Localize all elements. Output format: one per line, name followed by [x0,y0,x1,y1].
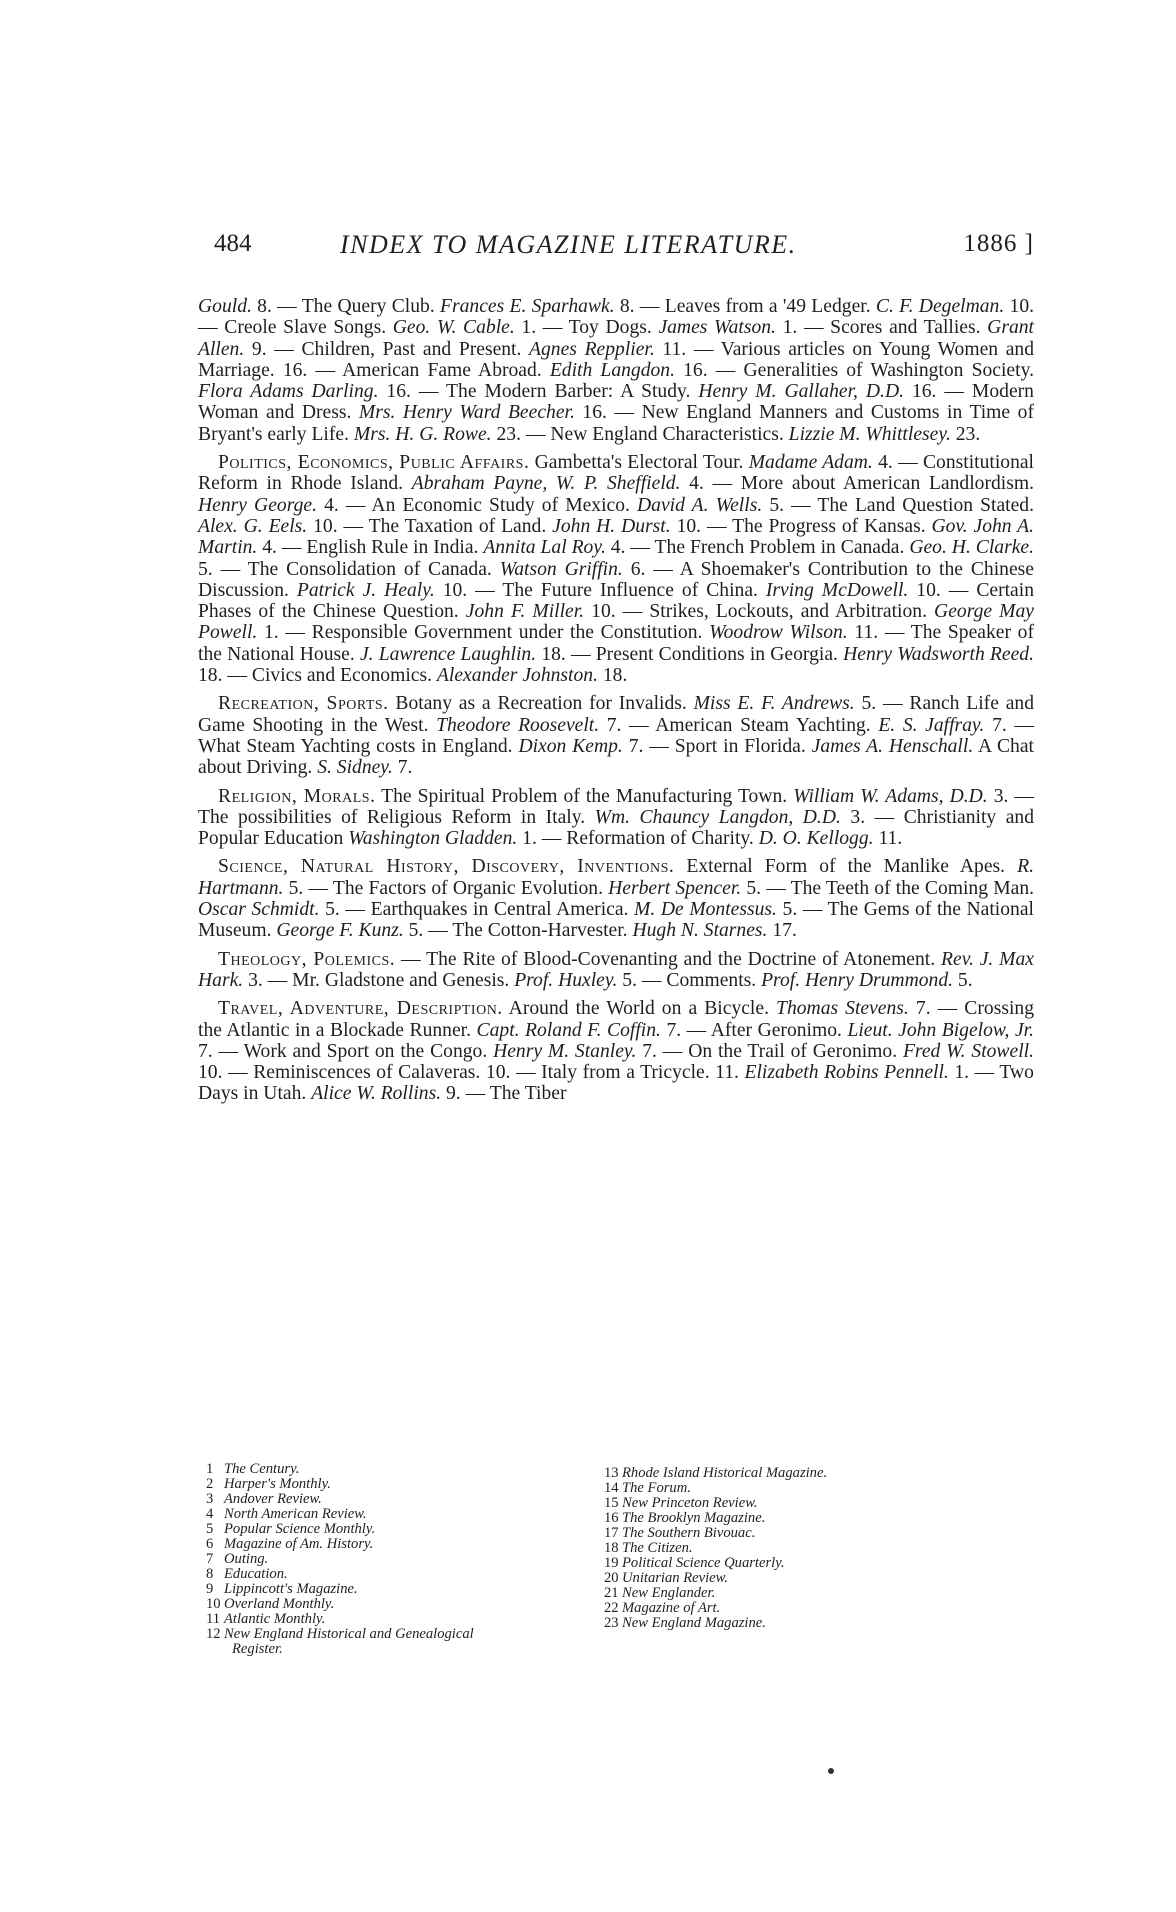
author-name: S. Sidney. [317,757,393,779]
magazine-key-entry [604,1496,966,1511]
magazine-key-number: 12 [206,1626,221,1642]
magazine-key-entry [206,1462,606,1477]
entry-text: 1. — Scores and Tallies. [775,317,988,339]
entry-text: 5. — The Gems of the National Museum. [198,899,1034,942]
author-name: Mrs. Henry Ward Beecher. [358,402,575,424]
magazine-key-number: 4 [206,1506,214,1522]
author-name: Irving McDowell. [765,579,909,601]
magazine-key-name: Rhode Island Historical Magazine. [622,1465,828,1481]
magazine-key-name: Outing. [224,1551,269,1567]
entry-text: 7. — After Geronimo. [660,1019,848,1041]
magazine-key-number: 2 [206,1476,214,1492]
entry-text: 8. — The Query Club. [251,296,441,317]
section-heading: Theology, Polemics. [218,948,396,970]
entry-text: 10. — The Future Influence of China. [434,579,766,601]
author-name: Wm. Chauncy Langdon, D.D. [594,806,841,828]
author-name: Agnes Repplier. [529,338,655,360]
entry-text: 23. [950,423,981,445]
magazine-key-entry [604,1571,966,1586]
author-name: George F. Kunz. [276,920,404,942]
magazine-key-entry [206,1627,606,1657]
author-name: Herbert Spencer. [608,877,742,899]
author-name: Gould. [198,296,252,317]
author-name: Edith Langdon. [549,359,675,381]
author-name: Miss E. F. Andrews. [693,693,855,715]
index-paragraph [198,452,1034,686]
magazine-key-entry [206,1537,606,1552]
author-name: Henry M. Gallaher, D.D. [698,381,904,403]
magazine-key-entry [206,1567,606,1582]
entry-text: 18. — Civics and Economics. [198,665,437,687]
author-name: Annita Lal Roy. [483,537,606,559]
magazine-key-number: 23 [604,1615,619,1631]
magazine-key-entry [206,1477,606,1492]
magazine-key-number: 11 [206,1611,221,1627]
entry-text: 5. — Ranch Life and Game Shooting in the West. [198,693,1034,736]
index-paragraph [198,998,1034,1104]
entry-text: 16. — The Modern Barber: A Study. [378,381,699,403]
entry-text: 16. — Modern Woman and Dress. [198,381,1034,424]
magazine-key-entry [206,1597,606,1612]
author-name: Watson Griffin. [499,558,623,580]
index-paragraph [198,296,1034,445]
author-name: Frances E. Sparhawk. [440,296,615,317]
author-name: Henry M. Stanley. [493,1040,637,1062]
magazine-key-right-column [604,1466,966,1631]
page-header [214,230,1034,270]
entry-text: 7. — Sport in Florida. [622,735,812,757]
entry-text: 7. — On the Trail of Geronimo. [636,1040,903,1062]
magazine-key-name: The Forum. [622,1480,691,1496]
section-heading: Travel, Adventure, Description. [218,998,503,1020]
entry-text: 10. — Certain Phases of the Chinese Question. [198,579,1034,623]
entry-text: — The Rite of Blood-Covenanting and the Doctrine of Atonement. [395,948,942,970]
magazine-key-name: The Southern Bivouac. [622,1525,756,1541]
author-name: Abraham Payne, W. P. Sheffield. [411,473,681,495]
author-name: Alice W. Rollins. [311,1083,442,1105]
entry-text: 10. — Strikes, Lockouts, and Arbitration. [584,601,935,623]
entry-text: 6. — A Shoemaker's Contribution to the Chinese Discussion. [198,558,1034,601]
entry-text: 1. — Reformation of Charity. [517,828,759,850]
magazine-key-number: 20 [604,1570,619,1586]
author-name: Madame Adam. [748,452,873,474]
entry-text: 5. — The Land Question Stated. [762,494,1034,516]
entry-text: 11. — Various articles on Young Women and Marriage. 16. — American Fame Abroad. [198,338,1035,381]
magazine-key-name: Magazine of Am. History. [224,1536,374,1552]
magazine-key-entry [604,1586,966,1601]
entry-text: 8. — Leaves from a '49 Ledger. [614,296,876,317]
entry-text: A Chat about Driving. [198,735,1034,779]
magazine-key-number: 13 [604,1465,619,1481]
entry-text: 4. — Constitutional Reform in Rhode Island. [198,452,1035,495]
magazine-key-entry [206,1507,606,1522]
entry-text: 5. — The Teeth of the Coming Man. [741,877,1035,899]
author-name: Capt. Roland F. Coffin. [476,1019,661,1041]
author-name: Elizabeth Robins Pennell. [744,1062,949,1084]
author-name: M. De Montessus. [634,899,777,921]
entry-text: 18. — Present Conditions in Georgia. [536,643,844,665]
author-name: Rev. J. Max Hark. [198,948,1035,991]
author-name: David A. Wells. [637,494,763,516]
entry-text: 4. — English Rule in India. [257,537,484,559]
magazine-key-entry [206,1582,606,1597]
entry-text: 4. — An Economic Study of Mexico. [316,494,638,516]
entry-text: 7. — Crossing the Atlantic in a Blockade Runner. [198,998,1034,1041]
entry-text: 3. — Christianity and Popular Education [198,806,1035,850]
magazine-key-entry [604,1601,966,1616]
magazine-key-name: Overland Monthly. [224,1596,335,1612]
magazine-key-entry [604,1526,966,1541]
entry-text: 9. — Children, Past and Present. [244,338,530,360]
author-name: Theodore Roosevelt. [436,714,600,736]
magazine-key-number: 5 [206,1521,214,1537]
index-paragraph [198,786,1034,850]
magazine-key-number: 17 [604,1525,619,1541]
page-number: 484 [214,230,252,257]
entry-text: 18. [597,665,628,687]
entry-text: 16. — Generalities of Washington Society. [675,359,1034,381]
entry-text: 1. — Two Days in Utah. [198,1062,1034,1105]
magazine-key-number: 18 [604,1540,619,1556]
entry-text: 23. — New England Characteristics. [491,423,789,445]
entry-text: 3. — Mr. Gladstone and Genesis. [243,969,515,991]
author-name: Henry Wadsworth Reed. [843,643,1034,665]
magazine-key-number: 22 [604,1600,619,1616]
index-paragraph [198,856,1034,941]
author-name: Lizzie M. Whittlesey. [788,423,951,445]
entry-text: 5. — Earthquakes in Central America. [319,899,635,921]
magazine-key-number: 3 [206,1491,214,1507]
running-title: INDEX TO MAGAZINE LITERATURE. [340,230,797,259]
author-name: R. Hartmann. [198,856,1034,899]
author-name: Hugh N. Starnes. [632,920,768,942]
index-paragraph [198,949,1034,992]
magazine-key-name: Andover Review. [224,1491,322,1507]
magazine-key-name: The Citizen. [622,1540,693,1556]
magazine-key-number: 8 [206,1566,214,1582]
magazine-key-entry [604,1511,966,1526]
magazine-key-entry [604,1556,966,1571]
magazine-key-entry [206,1612,606,1627]
magazine-key-name: Popular Science Monthly. [224,1521,376,1537]
magazine-key-name: Education. [224,1566,288,1582]
magazine-key-name: Unitarian Review. [622,1570,728,1586]
entry-text: 7. — Work and Sport on the Congo. [198,1040,494,1062]
magazine-key-number: 14 [604,1480,619,1496]
magazine-key-name: The Brooklyn Magazine. [622,1510,766,1526]
entry-text: 3. — The possibilities of Religious Reform in Italy. [198,785,1035,828]
entry-text: 1. — Toy Dogs. [514,317,659,339]
author-name: Geo. W. Cable. [392,317,515,339]
entry-text: 7. — American Steam Yachting. [599,714,879,736]
magazine-key-number: 1 [206,1461,214,1477]
magazine-key-entry [604,1616,966,1631]
author-name: Grant Allen. [198,317,1034,360]
magazine-key-name: Harper's Monthly. [224,1476,331,1492]
author-name: Dixon Kemp. [518,735,623,757]
section-heading: Politics, Economics, Public Affairs. [218,452,530,474]
magazine-key-number: 6 [206,1536,214,1552]
entry-text: 7. — What Steam Yachting costs in England. [198,714,1034,757]
entry-text: 10. — Creole Slave Songs. [198,296,1035,339]
index-paragraph [198,693,1034,778]
author-name: John F. Miller. [465,601,585,623]
author-name: Gov. John A. Martin. [198,515,1035,559]
author-name: Alexander Johnston. [436,665,598,687]
entry-text: 7. [392,757,413,779]
section-heading: Science, Natural History, Discovery, Inventions. [218,856,675,878]
author-name: George May Powell. [198,601,1034,644]
author-name: Mrs. H. G. Rowe. [353,423,492,445]
entry-text: 11. — The Speaker of the National House. [198,622,1034,665]
author-name: Lieut. John Bigelow, Jr. [847,1019,1034,1041]
magazine-key-name: New England Magazine. [622,1615,766,1631]
author-name: Washington Gladden. [348,828,518,850]
magazine-key-number: 7 [206,1551,214,1567]
magazine-key-name: North American Review. [224,1506,367,1522]
index-body [198,296,1034,1112]
entry-text: 10. — The Taxation of Land. [307,515,553,537]
page-mark [828,1768,834,1774]
entry-text: 4. — The French Problem in Canada. [605,537,910,559]
author-name: Fred W. Stowell. [902,1040,1034,1062]
magazine-key-name-continued: Register. [232,1641,283,1657]
magazine-key-name: Lippincott's Magazine. [224,1581,358,1597]
magazine-key-number: 16 [604,1510,619,1526]
magazine-key-entry [604,1481,966,1496]
entry-text: 9. — The Tiber [441,1083,567,1105]
author-name: Henry George. [198,494,317,516]
entry-text: 4. — More about American Landlordism. [680,473,1034,495]
author-name: J. Lawrence Laughlin. [359,643,537,665]
author-name: Oscar Schmidt. [198,899,320,921]
author-name: Patrick J. Healy. [296,579,435,601]
magazine-key-entry [604,1541,966,1556]
author-name: John H. Durst. [552,515,671,537]
magazine-key-entry [604,1466,966,1481]
entry-text: 5. — The Factors of Organic Evolution. [283,877,609,899]
author-name: Prof. Henry Drummond. [761,969,954,991]
author-name: Alex. G. Eels. [198,515,308,537]
entry-text: Around the World on a Bicycle. [502,998,777,1020]
magazine-key-name: Political Science Quarterly. [622,1555,785,1571]
entry-text: 10. — The Progress of Kansas. [670,515,932,537]
author-name: Prof. Huxley. [514,969,618,991]
magazine-key-name: The Century. [224,1461,300,1477]
section-heading: Religion, Morals. [218,785,376,807]
entry-text: 11. [873,828,903,850]
entry-text: 5. — The Consolidation of Canada. [198,558,500,580]
entry-text: 17. [767,920,797,942]
magazine-key-number: 21 [604,1585,619,1601]
page-year: 1886 ] [963,230,1034,257]
magazine-key-entry [206,1492,606,1507]
author-name: D. O. Kellogg. [758,828,874,850]
magazine-key-left-column [206,1462,606,1657]
magazine-key-entry [206,1522,606,1537]
entry-text: External Form of the Manlike Apes. [674,856,1018,878]
entry-text: Gambetta's Electoral Tour. [529,452,749,474]
author-name: C. F. Degelman. [875,296,1005,317]
magazine-key-number: 15 [604,1495,619,1511]
magazine-key-name: Atlantic Monthly. [224,1611,326,1627]
entry-text: 1. — Responsible Government under the Constitution. [257,622,710,644]
author-name: Flora Adams Darling. [198,381,379,403]
section-heading: Recreation, Sports. [218,693,389,715]
entry-text: Botany as a Recreation for Invalids. [388,693,694,715]
entry-text: 5. — Comments. [617,969,762,991]
entry-text: 5. [953,969,973,991]
author-name: Thomas Stevens. [776,998,909,1020]
magazine-key-entry [206,1552,606,1567]
magazine-key-name: Magazine of Art. [622,1600,721,1616]
author-name: James Watson. [658,317,776,339]
entry-text: 10. — Reminiscences of Calaveras. 10. — Italy from a Tricycle. 11. [198,1062,745,1084]
magazine-key-name: New Princeton Review. [622,1495,758,1511]
magazine-key-name: New Englander. [622,1585,716,1601]
magazine-key [206,1462,966,1702]
author-name: William W. Adams, D.D. [793,785,988,807]
magazine-key-name: New England Historical and Genealogical [224,1626,474,1642]
author-name: Woodrow Wilson. [709,622,848,644]
author-name: E. S. Jaffray. [878,714,985,736]
entry-text: The Spiritual Problem of the Manufacturing Town. [375,785,794,807]
author-name: Geo. H. Clarke. [909,537,1034,559]
magazine-key-number: 9 [206,1581,214,1597]
author-name: James A. Henschall. [811,735,974,757]
magazine-key-number: 10 [206,1596,221,1612]
magazine-key-number: 19 [604,1555,619,1571]
entry-text: 16. — New England Manners and Customs in Time of Bryant's early Life. [198,402,1034,445]
entry-text: 5. — The Cotton-Harvester. [403,920,633,942]
